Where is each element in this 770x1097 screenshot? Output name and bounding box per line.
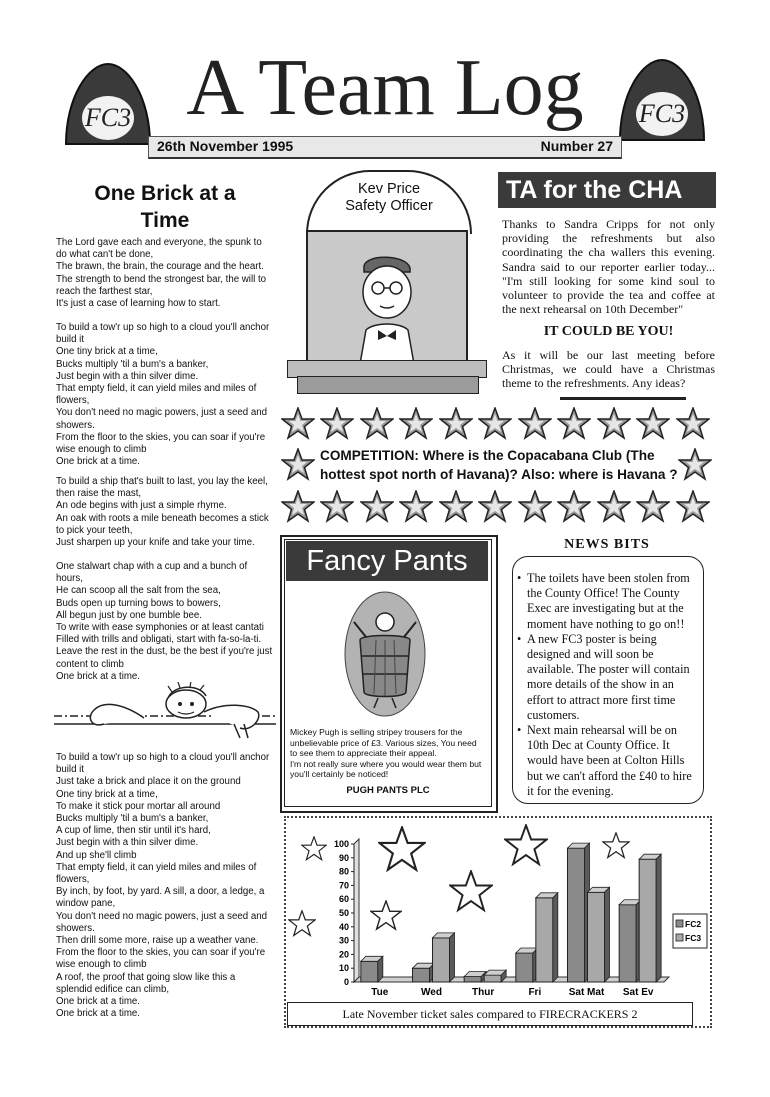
bar-fc2 [516, 953, 533, 982]
climbing-man-illustration [54, 682, 280, 744]
cha-body-2: As it will be our last meeting before Christmas, we could have a Christmas theme to the refreshments. Any ideas? [502, 348, 715, 391]
poem-stanza-1 [56, 237, 274, 310]
legend-swatch [676, 920, 683, 927]
kev-portrait [308, 232, 466, 364]
star-icon [598, 408, 630, 438]
kev-portrait-window [306, 230, 468, 366]
poem-stanza-4 [56, 561, 274, 683]
star-icon [679, 449, 711, 479]
bar-fc3 [433, 938, 450, 982]
poem-text: To build a ship that's built to last, you lay the keel, then raise the mast, An ode begins with just a simple rhyme. An oak with roots a mile beneath becomes a stick to pick your teeth, Just sharpen up your knife and take your time. [56, 476, 269, 549]
competition-text: COMPETITION: Where is the Copacabana Club (The hottest spot north of Havana)? Also: where is Havana ? [320, 448, 678, 482]
news-bits-box [512, 556, 704, 804]
poem-text: The Lord gave each and everyone, the spunk to do what can't be done, The brawn, the brain, the courage and the heart. The strength to bend the strongest bar, the will to reach the farthest star, It's just a case of learning how to start. [56, 237, 267, 310]
star-icon [558, 408, 590, 438]
legend-swatch [676, 934, 683, 941]
star-icon [282, 449, 314, 479]
star-icon [302, 837, 326, 860]
fc3-logo-right [612, 54, 712, 142]
x-tick-label: Wed [421, 987, 442, 998]
y-tick-label: 40 [338, 921, 349, 932]
poem-stanza-2 [56, 322, 274, 468]
news-item: • A new FC3 poster is being designed and will soon be available. The poster will contain more details of the show in an effort to attract more first time customers. [517, 632, 695, 723]
cha-subhead: IT COULD BE YOU! [543, 324, 674, 339]
logo-text: FC3 [84, 103, 132, 132]
star-icon [282, 491, 314, 521]
poem-text: To build a tow'r up so high to a cloud you'll anchor build it Just take a brick and place it on the ground One tiny brick at a time, To make it stick pour mortar all around Bucks multiply 'til a bum's a banker, A cup of lime, then stir until it's hard, Just begin with a thin silver dime. And up she'll climb That empty field, it can yield miles and miles of flowers, By inch, by foot, by yard. A sill, a door, a ledge, a window pane, You don't need no magic powers, just a seed and showers. Then drill some more, raise up a weather vane. From the floor to the skies, you can soar if you're wise enough to climb A roof, the proof that going slow like this a splendid edifice can climb, One brick at a time. One brick at a time. [56, 752, 270, 1020]
y-tick-label: 10 [338, 963, 349, 974]
cha-heading: TA for the CHA [498, 172, 716, 208]
star-icon [361, 491, 393, 521]
kev-price-arch [306, 170, 472, 234]
bar-fc2 [619, 905, 636, 982]
x-tick-label: Fri [528, 987, 542, 998]
poem-stanza-3 [56, 476, 274, 549]
star-icon [440, 408, 472, 438]
bar-fc3 [484, 975, 501, 982]
fancy-pants-body: Mickey Pugh is selling stripey trousers for the unbelievable price of £3. Various sizes, You need to see them to appreciate their appeal. I'm not really sure where you would wear them but you'll certainly be noticed! [290, 727, 482, 780]
legend-label: FC2 [685, 919, 702, 929]
star-icon [400, 491, 432, 521]
poem-text: One stalwart chap with a cup and a bunch of hours, He can scoop all the salt from the sea, Buds open up turning bows to bowers, All begun just by one bumble bee. To write with ease symphonies or at least cantati Filled with trills and obligati, start with fa-so-la-ti. Leave the rest in the dust, be the best if you're just content to climb One brick at a time. [56, 561, 273, 682]
star-icon [603, 833, 629, 858]
poem-title-line: One Brick at a [94, 182, 236, 205]
bar-fc2 [464, 976, 481, 982]
bar-side-face [378, 956, 383, 982]
kev-name: Kev Price [357, 181, 421, 197]
bar-fc3 [588, 892, 605, 982]
poem-title [70, 180, 260, 234]
bar-side-face [605, 887, 610, 982]
y-tick-label: 60 [338, 894, 349, 905]
bar-side-face [656, 854, 661, 982]
star-icon [371, 901, 401, 929]
star-icon [598, 491, 630, 521]
bar-side-face [553, 893, 558, 982]
y-tick-label: 90 [338, 852, 349, 863]
news-item: • The toilets have been stolen from the County Office! The County Exec are investigating but at the moment have nothing to go on!! [517, 571, 695, 632]
divider-rule [560, 397, 686, 400]
star-icon [479, 408, 511, 438]
y-tick-label: 100 [333, 839, 349, 849]
star-icon [558, 491, 590, 521]
date-bar [148, 136, 622, 159]
star-icon [282, 408, 314, 438]
star-icon [479, 491, 511, 521]
y-tick-label: 0 [343, 977, 349, 987]
news-bits-title: NEWS BITS [564, 537, 650, 552]
star-icon [637, 408, 669, 438]
poem-text: To build a tow'r up so high to a cloud you'll anchor build it One tiny brick at a time, Bucks multiply 'til a bum's a banker, Just begin with a thin silver dime. That empty field, it can yield miles and miles of flowers, You don't need no magic powers, just a seed and showers. From the floor to the skies, you can soar if you're wise enough to climb One brick at a time. [56, 322, 270, 468]
issue-number: Number 27 [540, 138, 613, 154]
star-icon [321, 491, 353, 521]
star-icon [361, 408, 393, 438]
star-icon [519, 408, 551, 438]
star-icon [505, 825, 546, 864]
chart-caption: Late November ticket sales compared to FIRECRACKERS 2 [287, 1002, 693, 1026]
fancy-pants-footer: PUGH PANTS PLC [346, 785, 430, 796]
star-icon [677, 408, 709, 438]
issue-date: 26th November 1995 [157, 138, 294, 154]
bar-side-face [450, 933, 455, 982]
x-tick-label: Sat Ev [622, 987, 654, 998]
ticket-sales-chart [286, 818, 710, 1004]
star-icon [400, 408, 432, 438]
x-tick-label: Tue [371, 987, 389, 998]
y-tick-label: 30 [338, 935, 349, 946]
fancy-pants-heading: Fancy Pants [286, 541, 488, 581]
star-row-top [282, 408, 709, 438]
chart-side-wall [354, 839, 359, 982]
star-icon [440, 491, 472, 521]
kev-role: Safety Officer [345, 198, 433, 214]
star-icon [289, 911, 315, 936]
bar-fc2 [568, 848, 585, 982]
star-icon [519, 491, 551, 521]
poem-stanza-5 [56, 752, 274, 1020]
window-ledge-base [297, 376, 479, 394]
star-icon [450, 871, 491, 910]
star-icon [321, 408, 353, 438]
y-tick-label: 20 [338, 949, 349, 960]
bar-fc2 [413, 968, 430, 982]
star-icon [379, 827, 424, 869]
logo-text: FC3 [638, 99, 686, 128]
poem-title-line: Time [140, 209, 190, 232]
star-icon [637, 491, 669, 521]
bar-fc3 [536, 898, 553, 982]
x-tick-label: Thur [472, 987, 495, 998]
bar-fc2 [361, 961, 378, 982]
fc3-logo-left [58, 58, 158, 146]
man-in-barrel-illustration [340, 588, 430, 720]
cha-body: Thanks to Sandra Cripps for not only providing the refreshments but also coordinating the cha wallers this evening. Sandra said to our reporter earlier today... "I'm still looking for some kind soul to volunteer to provide the tea and coffee at the next rehearsal on 10th December" [502, 217, 715, 317]
news-item: • Next main rehearsal will be on 10th Dec at County Office. It would have been at Colton Hills but we can't afford the £40 to hire it for the evening. [517, 723, 695, 799]
newsletter-title: A Team Log [186, 44, 584, 132]
y-tick-label: 50 [338, 908, 349, 918]
star-icon [677, 491, 709, 521]
bar-fc3 [639, 859, 656, 982]
y-tick-label: 70 [338, 880, 349, 891]
star-row-bottom [282, 491, 709, 521]
x-tick-label: Sat Mat [568, 987, 605, 998]
legend-label: FC3 [685, 933, 702, 943]
y-tick-label: 80 [338, 866, 349, 877]
